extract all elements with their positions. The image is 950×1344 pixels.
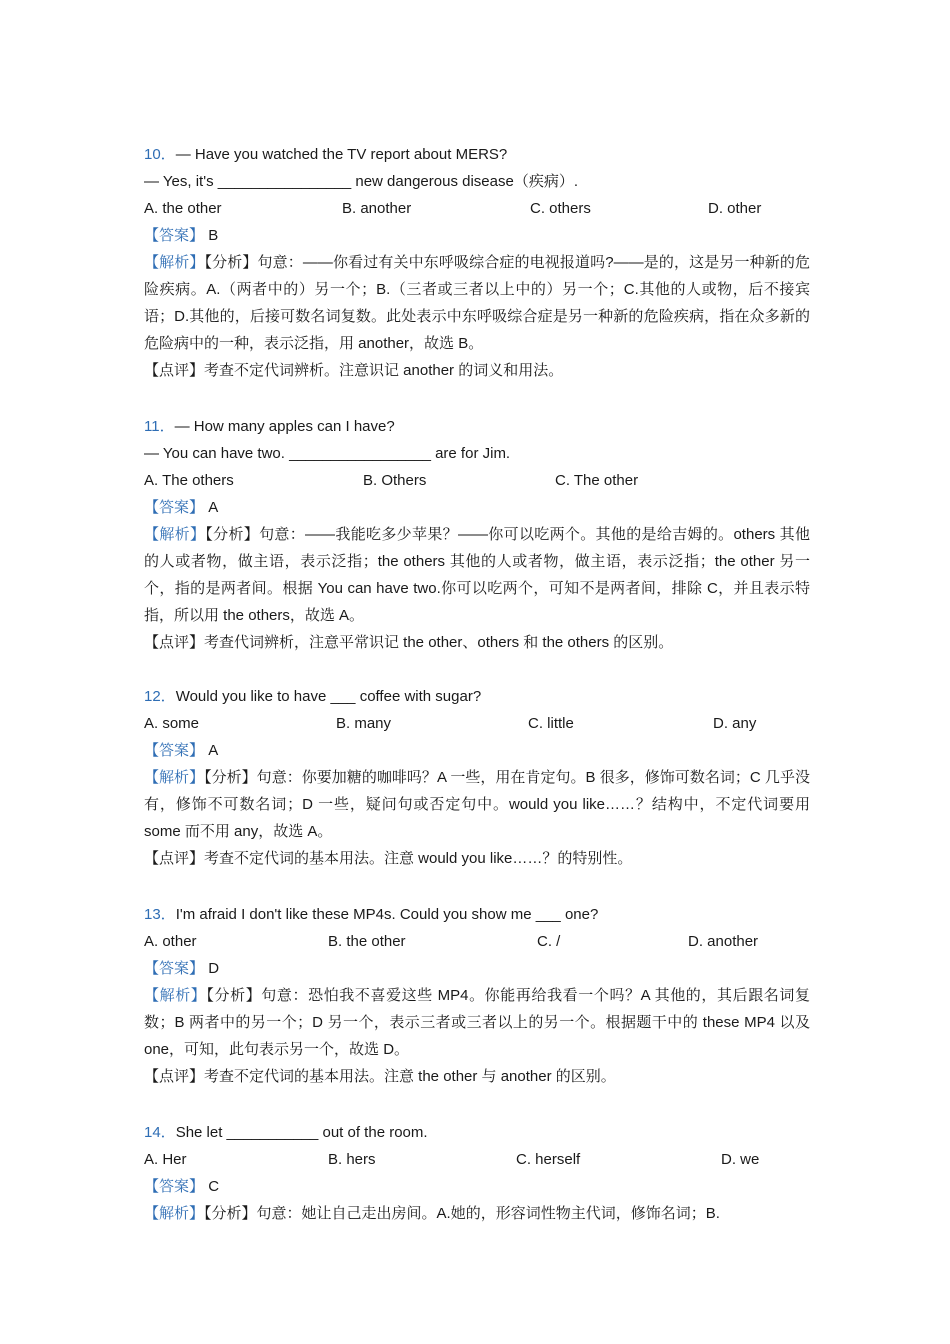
answer-value: A — [208, 499, 219, 516]
option-d: D. another — [688, 933, 759, 950]
option-c: C. The other — [555, 472, 639, 489]
option-b: B. another — [342, 200, 412, 217]
option-a: A. Her — [144, 1151, 187, 1168]
options-row — [144, 928, 810, 955]
question-10 — [144, 141, 810, 384]
analysis-tag: 【解析】 — [144, 526, 206, 543]
comment-line: 【点评】考查不定代词的基本用法。注意 the other 与 another 的区别。 — [144, 1068, 616, 1085]
answer-line — [144, 1173, 810, 1200]
option-d: D. other — [708, 200, 762, 217]
answer-line — [144, 737, 810, 764]
analysis-tag: 【解析】 — [144, 254, 205, 271]
analysis-text: 【分析】句意：恐怕我不喜爱这些 MP4。你能再给我看一个吗？A 其他的，其后跟名词复数；B 两者中的另一个；D 另一个，表示三者或三者以上的另一个。根据题干中的 these MP4 以及 one，可知，此句表示另一个，故选 D。 — [144, 987, 810, 1058]
question-number: 12． — [144, 688, 176, 705]
question-number: 10． — [144, 146, 176, 163]
options-row — [144, 195, 810, 222]
question-stem — [144, 413, 810, 440]
options-row — [144, 710, 810, 737]
analysis-tag: 【解析】 — [144, 769, 205, 786]
question-stem — [144, 901, 810, 928]
question-11 — [144, 413, 810, 656]
stem-line: I'm afraid I don't like these MP4s. Could you show me ___ one? — [175, 906, 599, 923]
stem-line: — Yes, it's ________________ new dangerous disease（疾病）. — [144, 173, 578, 190]
stem-line: — You can have two. _________________ are for Jim. — [144, 445, 511, 462]
comment-line: 【点评】考查代词辨析，注意平常识记 the other、others 和 the others 的区别。 — [144, 634, 674, 651]
analysis-block — [144, 982, 810, 1063]
option-b: B. Others — [363, 472, 427, 489]
answer-value: A — [208, 742, 219, 759]
question-14 — [144, 1119, 810, 1227]
option-d: D. any — [713, 715, 757, 732]
option-a: A. other — [144, 933, 197, 950]
analysis-block — [144, 1200, 810, 1227]
option-a: A. some — [144, 715, 200, 732]
analysis-text: 【分析】句意：她让自己走出房间。A.她的，形容词性物主代词，修饰名词；B. — [204, 1205, 720, 1222]
question-number: 11． — [144, 418, 175, 435]
option-a: A. the other — [144, 200, 222, 217]
answer-tag: 【答案】 — [144, 227, 205, 244]
answer-value: D — [208, 960, 220, 977]
question-stem — [144, 683, 810, 710]
stem-line: Would you like to have ___ coffee with sugar? — [175, 688, 482, 705]
option-d: D. we — [721, 1151, 760, 1168]
answer-line — [144, 222, 810, 249]
analysis-text: 【分析】句意：你要加糖的咖啡吗？A 一些，用在肯定句。B 很多，修饰可数名词；C 几乎没有，修饰不可数名词；D 一些，疑问句或否定句中。would you like……？结构中，不定代词要用 some 而不用 any，故选 A。 — [144, 769, 810, 840]
stem-line: — Have you watched the TV report about MERS? — [175, 146, 508, 163]
analysis-block — [144, 764, 810, 845]
option-c: C. little — [528, 715, 574, 732]
stem-line: She let ___________ out of the room. — [175, 1124, 428, 1141]
comment-line: 【点评】考查不定代词的基本用法。注意 would you like……？的特别性。 — [144, 850, 633, 867]
answer-tag: 【答案】 — [144, 960, 205, 977]
answer-tag: 【答案】 — [144, 499, 205, 516]
analysis-text: 【分析】句意：——你看过有关中东呼吸综合症的电视报道吗?——是的，这是另一种新的危险疾病。A.（两者中的）另一个；B.（三者或三者以上中的）另一个；C.其他的人或物，后不接宾语；D.其他的，后接可数名词复数。此处表示中东呼吸综合症是另一种新的危险疾病，指在众多新的危险病中的一种，表示泛指，用 another，故选 B。 — [144, 254, 810, 352]
question-stem — [144, 1119, 810, 1146]
question-number: 13． — [144, 906, 176, 923]
analysis-text: 【分析】句意：——我能吃多少苹果？——你可以吃两个。其他的是给吉姆的。others 其他的人或者物，做主语，表示泛指；the others 其他的人或者物，做主语，表示泛指；the other 另一个，指的是两者间。根据 You can have two.你可以吃两个，可知不是两者间，排除 C，并且表示特指，所以用 the others，故选 A。 — [144, 526, 810, 624]
analysis-tag: 【解析】 — [144, 987, 207, 1004]
options-row — [144, 467, 810, 494]
question-13 — [144, 901, 810, 1090]
answer-tag: 【答案】 — [144, 1178, 205, 1195]
answer-line — [144, 494, 810, 521]
analysis-tag: 【解析】 — [144, 1205, 205, 1222]
analysis-block — [144, 521, 810, 629]
analysis-block — [144, 249, 810, 357]
question-number: 14． — [144, 1124, 176, 1141]
answer-value: B — [208, 227, 219, 244]
options-row — [144, 1146, 810, 1173]
question-stem — [144, 141, 810, 168]
option-c: C. / — [537, 933, 561, 950]
answer-line — [144, 955, 810, 982]
option-c: C. others — [530, 200, 591, 217]
option-b: B. many — [336, 715, 392, 732]
option-b: B. hers — [328, 1151, 376, 1168]
stem-line: — How many apples can I have? — [174, 418, 395, 435]
option-b: B. the other — [328, 933, 406, 950]
question-12 — [144, 683, 810, 872]
option-c: C. herself — [516, 1151, 581, 1168]
answer-value: C — [208, 1178, 220, 1195]
answer-tag: 【答案】 — [144, 742, 205, 759]
option-a: A. The others — [144, 472, 234, 489]
comment-line: 【点评】考查不定代词辨析。注意识记 another 的词义和用法。 — [144, 362, 564, 379]
